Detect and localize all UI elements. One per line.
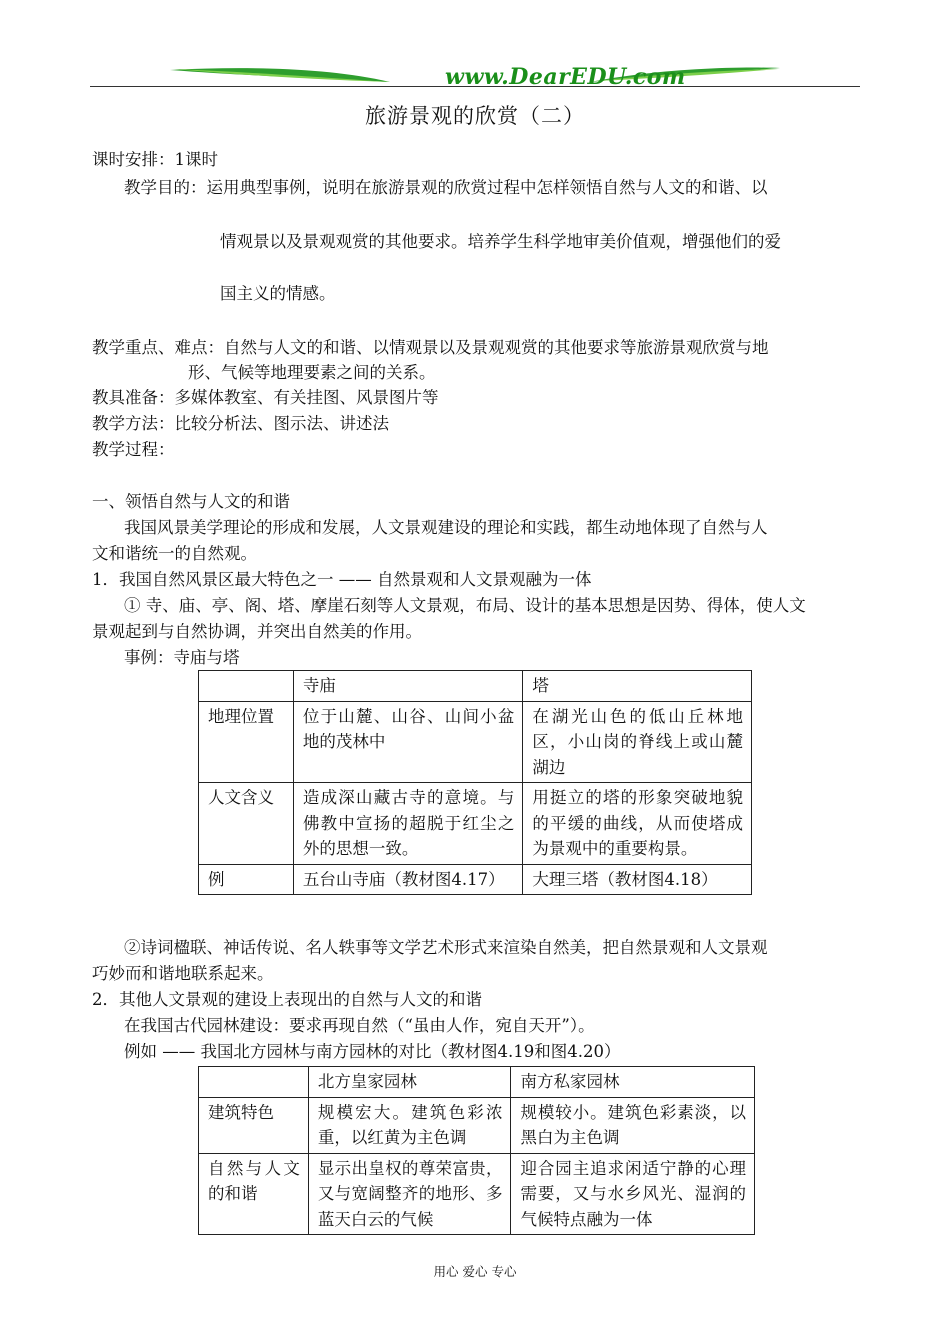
table-row-label: 人文含义 <box>199 783 294 865</box>
tools-line: 教具准备：多媒体教室、有关挂图、风景图片等 <box>92 388 439 407</box>
temple-tower-table <box>198 670 752 895</box>
page-footer: 用心 爱心 专心 <box>433 1264 517 1279</box>
site-logo-text[interactable]: www.DearEDU.com <box>445 64 686 90</box>
table-row <box>199 783 752 865</box>
table-cell: 在湖光山色的低山丘林地区，小山岗的脊线上或山麓湖边 <box>523 701 752 783</box>
table-cell: 大理三塔（教材图4.18） <box>523 864 752 895</box>
table-row <box>199 671 752 702</box>
table-row-label: 例 <box>199 864 294 895</box>
table-row <box>199 1067 755 1098</box>
table-cell: 用挺立的塔的形象突破地貌的平缓的曲线，从而使塔成为景观中的重要构景。 <box>523 783 752 865</box>
table-header-cell: 寺庙 <box>293 671 523 702</box>
table-cell: 规模宏大。建筑色彩浓重，以红黄为主色调 <box>308 1097 511 1153</box>
goal-line-2: 情观景以及景观观赏的其他要求。培养学生科学地审美价值观，增强他们的爱 <box>220 232 781 251</box>
table-cell: 显示出皇权的尊荣富贵，又与宽阔整齐的地形、多蓝天白云的气候 <box>308 1153 511 1235</box>
point-1a-line-2: 景观起到与自然协调，并突出自然美的作用。 <box>92 622 422 641</box>
section-heading: 一、领悟自然与人文的和谐 <box>92 492 290 511</box>
goal-line-1: 教学目的：运用典型事例，说明在旅游景观的欣赏过程中怎样领悟自然与人文的和谐、以 <box>124 178 768 197</box>
table-cell <box>199 1067 309 1098</box>
table-row <box>199 1097 755 1153</box>
page-title: 旅游景观的欣赏（二） <box>365 104 585 128</box>
table-row <box>199 864 752 895</box>
table-header-cell: 南方私家园林 <box>511 1067 755 1098</box>
intro-line-2: 文和谐统一的自然观。 <box>92 544 257 563</box>
point-1: 1．我国自然风景区最大特色之一 —— 自然景观和人文景观融为一体 <box>92 570 592 589</box>
point-2-desc: 在我国古代园林建设：要求再现自然（“虽由人作，宛自天开”）。 <box>124 1016 595 1035</box>
point-1a-line-1: ① 寺、庙、亭、阁、塔、摩崖石刻等人文景观，布局、设计的基本思想是因势、得体，使人文 <box>124 596 806 615</box>
schedule-line: 课时安排：1课时 <box>92 150 218 169</box>
table-cell: 迎合园主追求闲适宁静的心理需要，又与水乡风光、湿润的气候特点融为一体 <box>511 1153 755 1235</box>
key-line-1: 教学重点、难点：自然与人文的和谐、以情观景以及景观观赏的其他要求等旅游景观欣赏与地 <box>92 338 769 357</box>
table-header-cell: 北方皇家园林 <box>308 1067 511 1098</box>
example-1: 事例：寺庙与塔 <box>124 648 240 667</box>
process-line: 教学过程： <box>92 440 175 459</box>
goal-line-3: 国主义的情感。 <box>220 284 336 303</box>
intro-line-1: 我国风景美学理论的形成和发展，人文景观建设的理论和实践，都生动地体现了自然与人 <box>124 518 768 537</box>
point-1b-line-1: ②诗词楹联、神话传说、名人轶事等文学艺术形式来渲染自然美，把自然景观和人文景观 <box>124 938 768 957</box>
key-line-2: 形、气候等地理要素之间的关系。 <box>188 363 436 382</box>
point-1b-line-2: 巧妙而和谐地联系起来。 <box>92 964 274 983</box>
table-header-cell: 塔 <box>523 671 752 702</box>
table-row-label: 自然与人文的和谐 <box>199 1153 309 1235</box>
table-row-label: 地理位置 <box>199 701 294 783</box>
table-row-label: 建筑特色 <box>199 1097 309 1153</box>
example-2: 例如 —— 我国北方园林与南方园林的对比（教材图4.19和图4.20） <box>124 1042 621 1061</box>
point-2: 2．其他人文景观的建设上表现出的自然与人文的和谐 <box>92 990 482 1009</box>
methods-line: 教学方法：比较分析法、图示法、讲述法 <box>92 414 389 433</box>
table-cell <box>199 671 294 702</box>
table-cell: 规模较小。建筑色彩素淡，以黑白为主色调 <box>511 1097 755 1153</box>
table-row <box>199 701 752 783</box>
table-cell: 位于山麓、山谷、山间小盆地的茂林中 <box>293 701 523 783</box>
header-banner <box>90 60 860 92</box>
header-rule <box>90 86 860 87</box>
table-cell: 五台山寺庙（教材图4.17） <box>293 864 523 895</box>
table-row <box>199 1153 755 1235</box>
table-cell: 造成深山藏古寺的意境。与佛教中宣扬的超脱于红尘之外的思想一致。 <box>293 783 523 865</box>
garden-table <box>198 1066 755 1235</box>
